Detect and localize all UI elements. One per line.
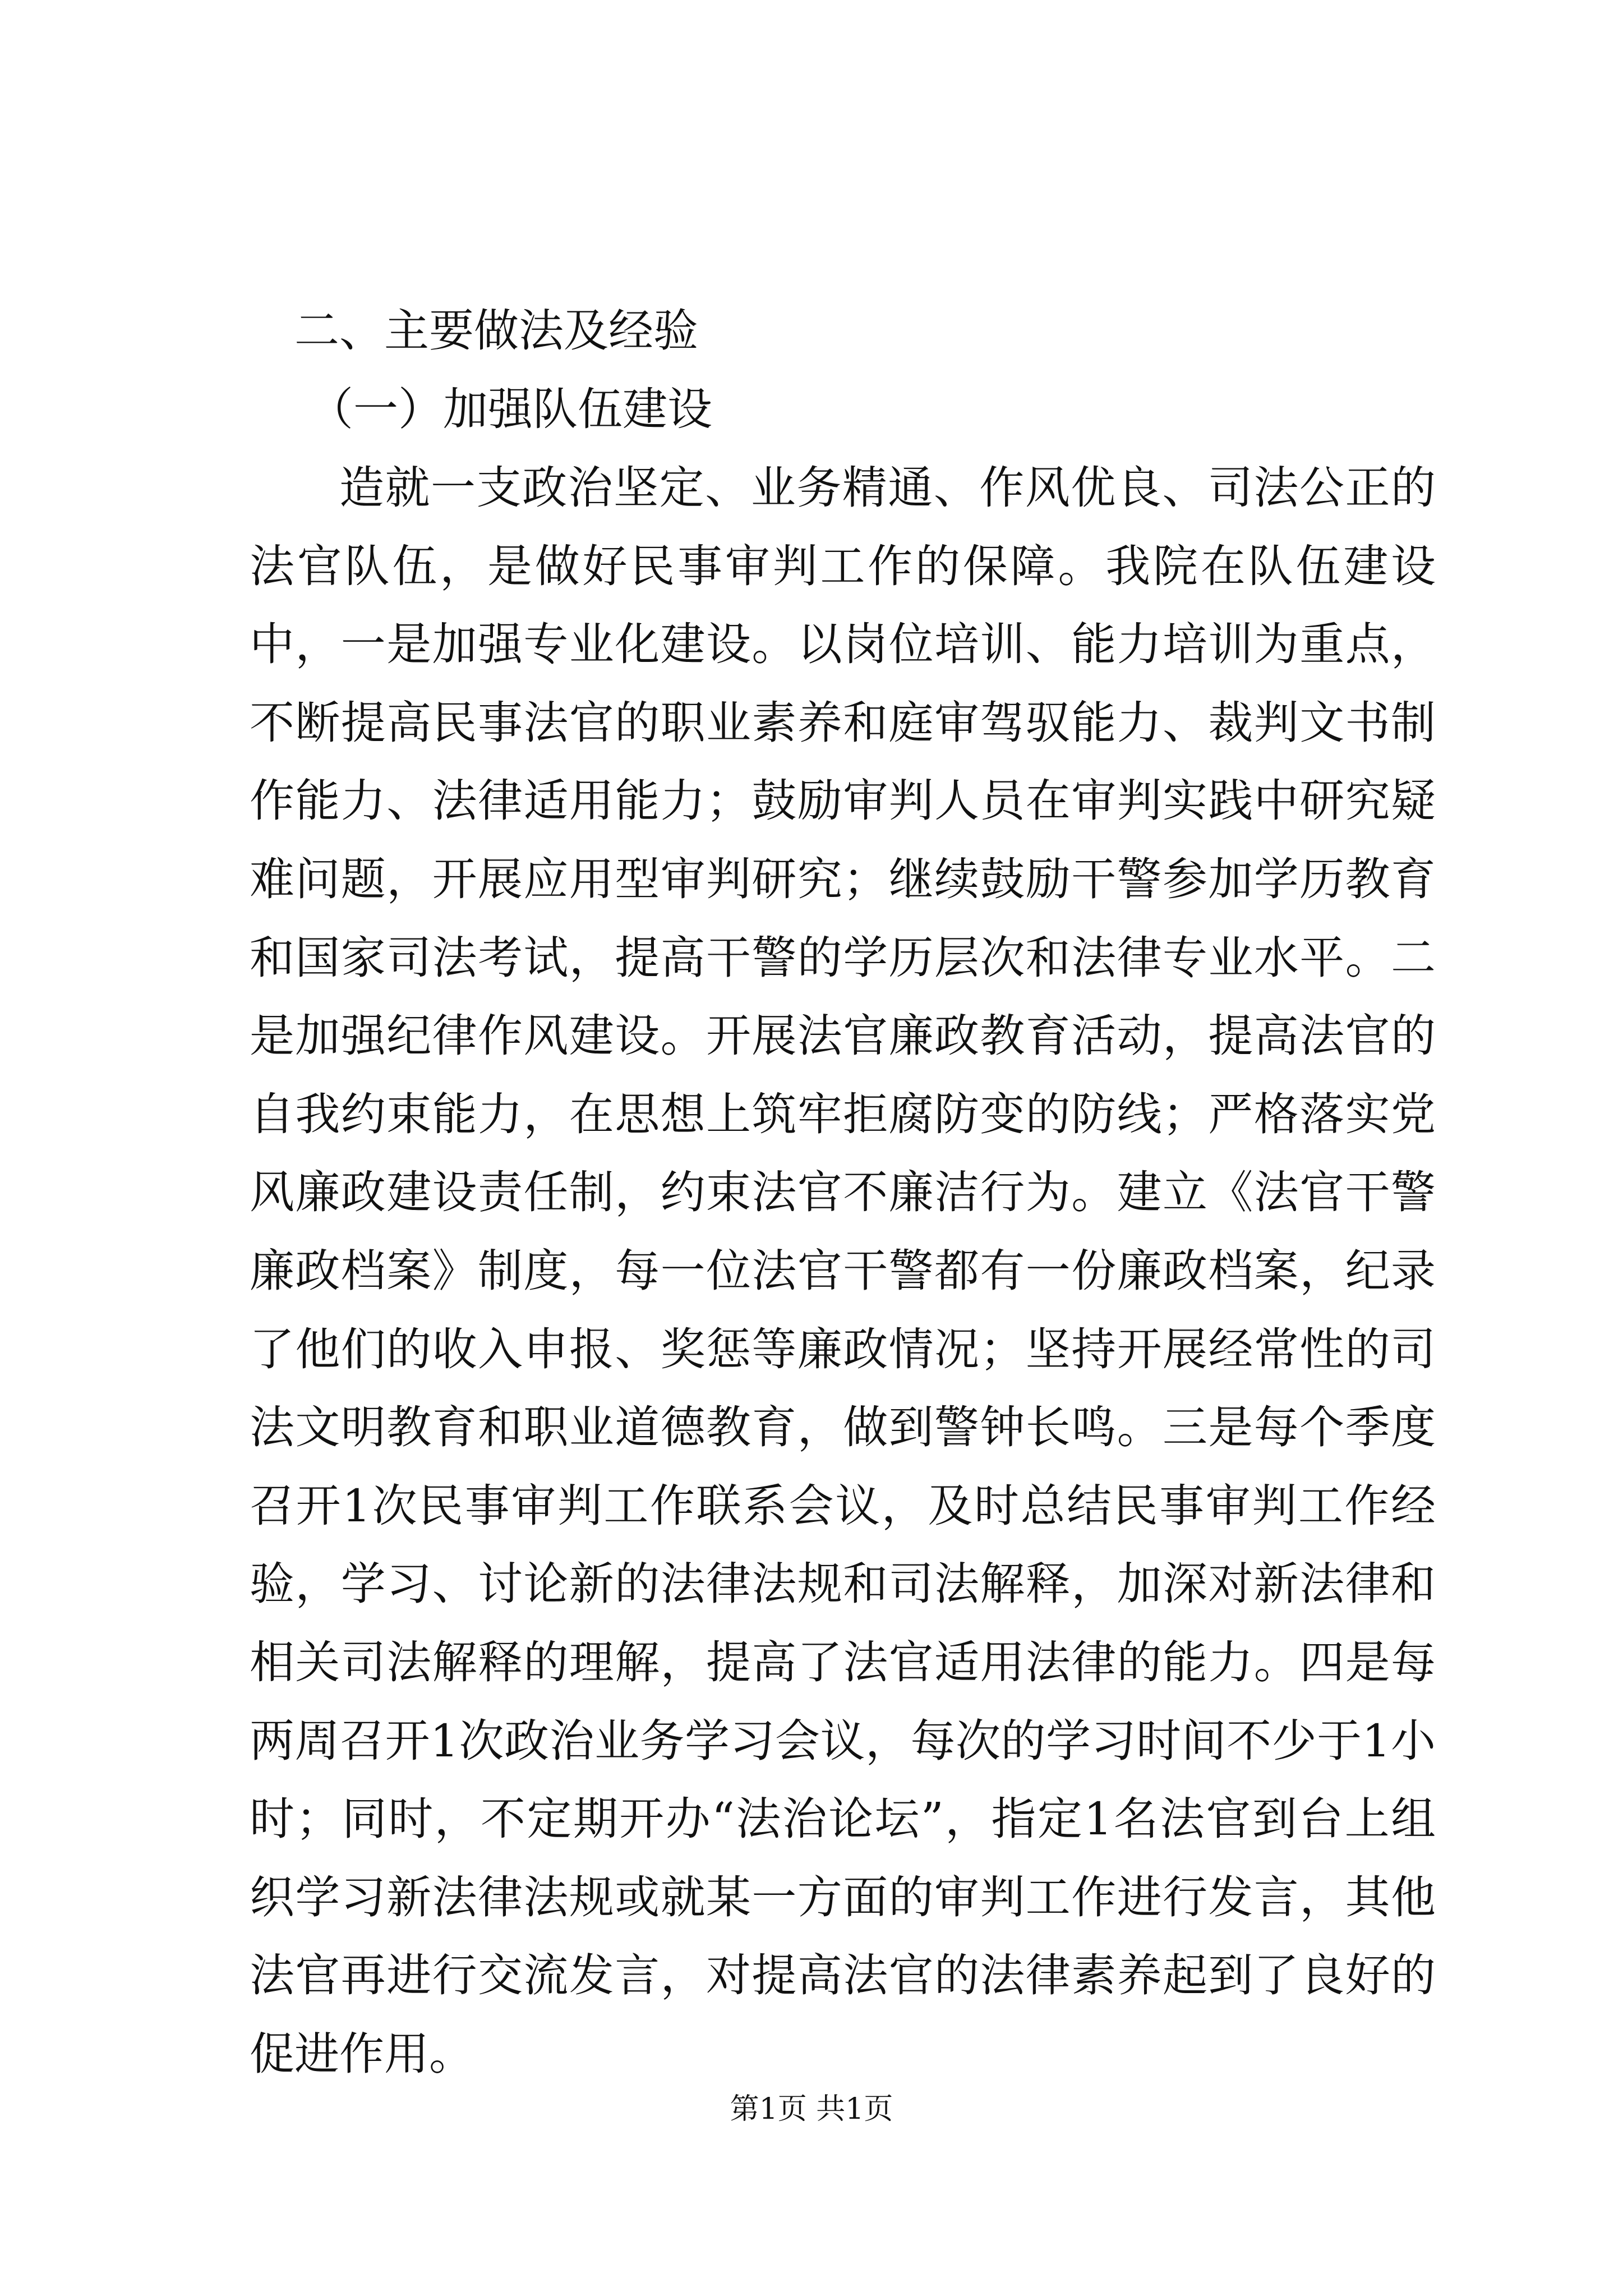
page-footer: 第1页 共1页 — [730, 2092, 893, 2126]
section-heading: 二、主要做法及经验 — [294, 305, 698, 357]
body-paragraph: 造就一支政治坚定、业务精通、作风优良、司法公正的法官队伍，是做好民事审判工作的保障。我院在队伍建设中，一是加强专业化建设。以岗位培训、能力培训为重点，不断提高民事法官的职业素养和庭审驾驭能力、裁判文书制作能力、法律适用能力；鼓励审判人员在审判实践中研究疑难问题，开展应用型审判研究；继续鼓励干警参加学历教育和国家司法考试，提高干警的学历层次和法律专业水平。二是加强纪律作风建设。开展法官廉政教育活动，提高法官的自我约束能力，在思想上筑牢拒腐防变的防线；严格落实党风廉政建设责任制，约束法官不廉洁行为。建立《法官干警廉政档案》制度，每一位法官干警都有一份廉政档案，纪录了他们的收入申报、奖惩等廉政情况；坚持开展经常性的司法文明教育和职业道德教育，做到警钟长鸣。三是每个季度召开1次民事审判工作联系会议，及时总结民事审判工作经验，学习、讨论新的法律法规和司法解释，加深对新法律和相关司法解释的理解，提高了法官适用法律的能力。四是每两周召开1次政治业务学习会议，每次的学习时间不少于1小时；同时，不定期开办“法治论坛”，指定1名法官到台上组织学习新法律法规或就某一方面的审判工作进行发言，其他法官再进行交流发言，对提高法官的法律素养起到了良好的促进作用。 — [250, 462, 1436, 2080]
subsection-heading: （一）加强队伍建设 — [308, 383, 712, 435]
document-body — [250, 292, 1436, 2093]
